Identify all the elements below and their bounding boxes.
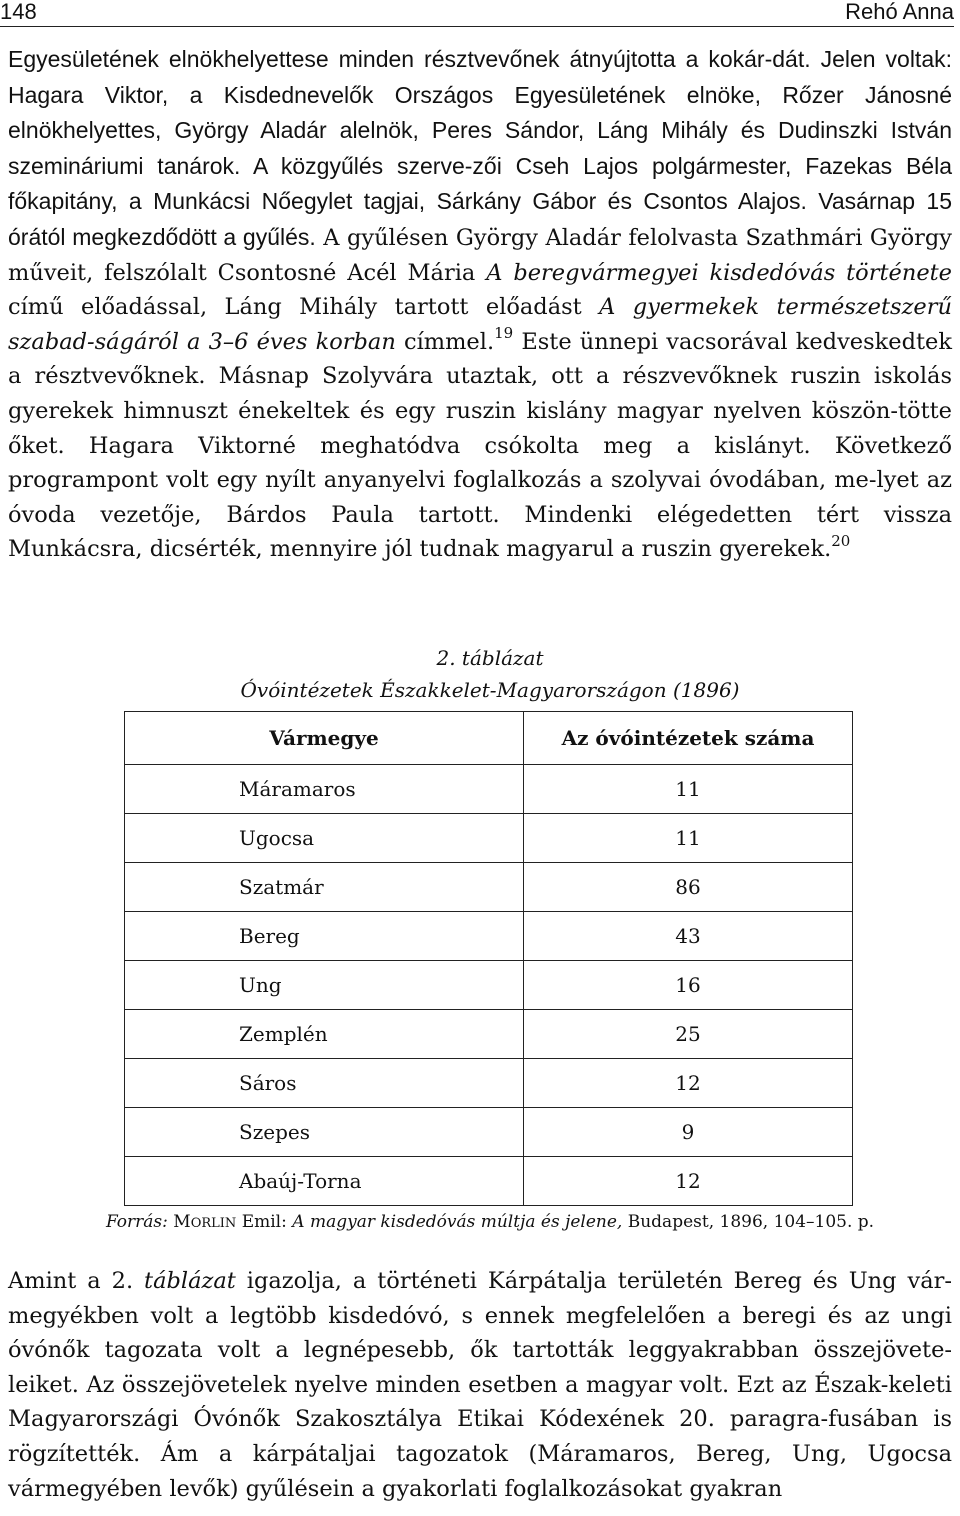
count-cell: 12	[524, 1157, 853, 1206]
paragraph-1-part-c: című előadással, Láng Mihály tartott előadást	[8, 294, 600, 321]
county-cell: Ugocsa	[125, 814, 524, 863]
table-row	[125, 765, 853, 814]
running-header	[0, 0, 954, 27]
paragraph-1-part-a: Egyesületének elnökhelyettese minden résztvevőnek átnyújtotta a kokár-dát. Jelen voltak: Hagara Viktor, a Kisdednevelők Országos Egyesületének elnöke, Rőzer Jánosné elnökhelyettes, György Aladár alelnök, Peres Sándor, Láng Mihály és Dudinszki István szemináriumi tanárok. A közgyűlés szerve-zői Cseh Lajos polgármester, Fazekas Béla főkapitány, a Munkácsi Nőegylet tagjai, Sárkány Gábor és Csontos Alajos. Vasárnap 15 órától megkezdődött a gyűlés.	[8, 46, 952, 250]
table-row	[125, 814, 853, 863]
county-cell: Zemplén	[125, 1010, 524, 1059]
table-row	[125, 1059, 853, 1108]
table-row	[125, 1157, 853, 1206]
paragraph-1-part-b: A gyűlésen György Aladár felolvasta Szathmári György műveit, felszólalt Csontosné Acél Mária	[8, 224, 952, 286]
source-imprint: Budapest, 1896, 104–105. p.	[622, 1212, 875, 1232]
table-row	[125, 1108, 853, 1157]
source-work-title: A magyar kisdedóvás múltja és jelene,	[292, 1212, 623, 1232]
table-title: Óvóintézetek Északkelet-Magyarországon (1896)	[240, 678, 740, 702]
page-number: 148	[0, 0, 37, 24]
county-cell: Ung	[125, 961, 524, 1010]
source-label: Forrás:	[105, 1212, 168, 1232]
county-cell: Abaúj-Torna	[125, 1157, 524, 1206]
source-author-given: Emil:	[236, 1212, 293, 1232]
table-source	[0, 1212, 960, 1232]
count-cell: 43	[524, 912, 853, 961]
count-cell: 86	[524, 863, 853, 912]
table-row	[125, 1010, 853, 1059]
body-paragraph-2	[8, 1264, 952, 1506]
paragraph-2-part-b: igazolja, a történeti Kárpátalja területén Bereg és Ung vár-megyékben volt a legtöbb kisdedóvó, s ennek megfelelően a beregi és az ungi óvónők tagozata volt a legnépesebb, ők tartották leggyakrabban összejövete-leiket. Az összejövetelek nyelve minden esetben a magyar volt. Ezt az Észak-keleti Magyarországi Óvónők Szakosztálya Etikai Kódexének 20. paragra-fusában is rögzítették. Ám a kárpátaljai tagozatok (Máramaros, Bereg, Ung, Ugocsa vármegyében levők) gyűlésein a gyakorlati foglalkozásokat gyakran	[8, 1268, 952, 1502]
count-cell: 12	[524, 1059, 853, 1108]
lecture-title-1: A beregvármegyei kisdedóvás története	[486, 259, 952, 286]
paragraph-1-part-e: Este ünnepi vacsorával kedveskedtek a résztvevőknek. Másnap Szolyvára utaztak, ott a részvevőknek ruszin iskolás gyerekek himnuszt énekeltek és egy ruszin kislány magyar nyelven köszön-tötte őket. Hagara Viktorné meghatódva csókolta meg a kislányt. Következő programpont volt egy nyílt anyanyelvi foglalkozás a szolyvai óvodában, me-lyet az óvoda vezetője, Bárdos Paula tartott. Mindenki elégedetten tért vissza Munkácsra, dicsérték, mennyire jól tudnak magyarul a ruszin gyerekek.	[8, 328, 952, 563]
footnote-ref-20: 20	[831, 531, 851, 550]
county-cell: Szatmár	[125, 863, 524, 912]
county-cell: Sáros	[125, 1059, 524, 1108]
table-header-row	[125, 712, 853, 765]
count-cell: 25	[524, 1010, 853, 1059]
column-header-count: Az óvóintézetek száma	[524, 712, 853, 765]
county-cell: Szepes	[125, 1108, 524, 1157]
footnote-ref-19: 19	[494, 324, 514, 343]
paragraph-2-part-a: Amint a 2.	[8, 1268, 145, 1294]
paragraph-1-part-d: címmel.	[395, 328, 495, 355]
count-cell: 11	[524, 814, 853, 863]
running-author: Rehó Anna	[845, 0, 954, 24]
table-row	[125, 961, 853, 1010]
count-cell: 9	[524, 1108, 853, 1157]
kindergarten-table	[124, 711, 853, 1206]
lecture-title-2: A gyermekek természetszerű szabad-ságáról a 3–6 éves korban	[8, 294, 952, 355]
table-reference: táblázat	[144, 1268, 236, 1294]
source-author-initial: M	[173, 1212, 191, 1232]
county-cell: Bereg	[125, 912, 524, 961]
column-header-county: Vármegye	[125, 712, 524, 765]
table-row	[125, 912, 853, 961]
table-row	[125, 863, 853, 912]
count-cell: 11	[524, 765, 853, 814]
count-cell: 16	[524, 961, 853, 1010]
table-number: 2. táblázat	[436, 646, 544, 670]
body-paragraph-1	[8, 42, 952, 567]
county-cell: Máramaros	[125, 765, 524, 814]
source-author-rest: ORLIN	[190, 1216, 237, 1231]
